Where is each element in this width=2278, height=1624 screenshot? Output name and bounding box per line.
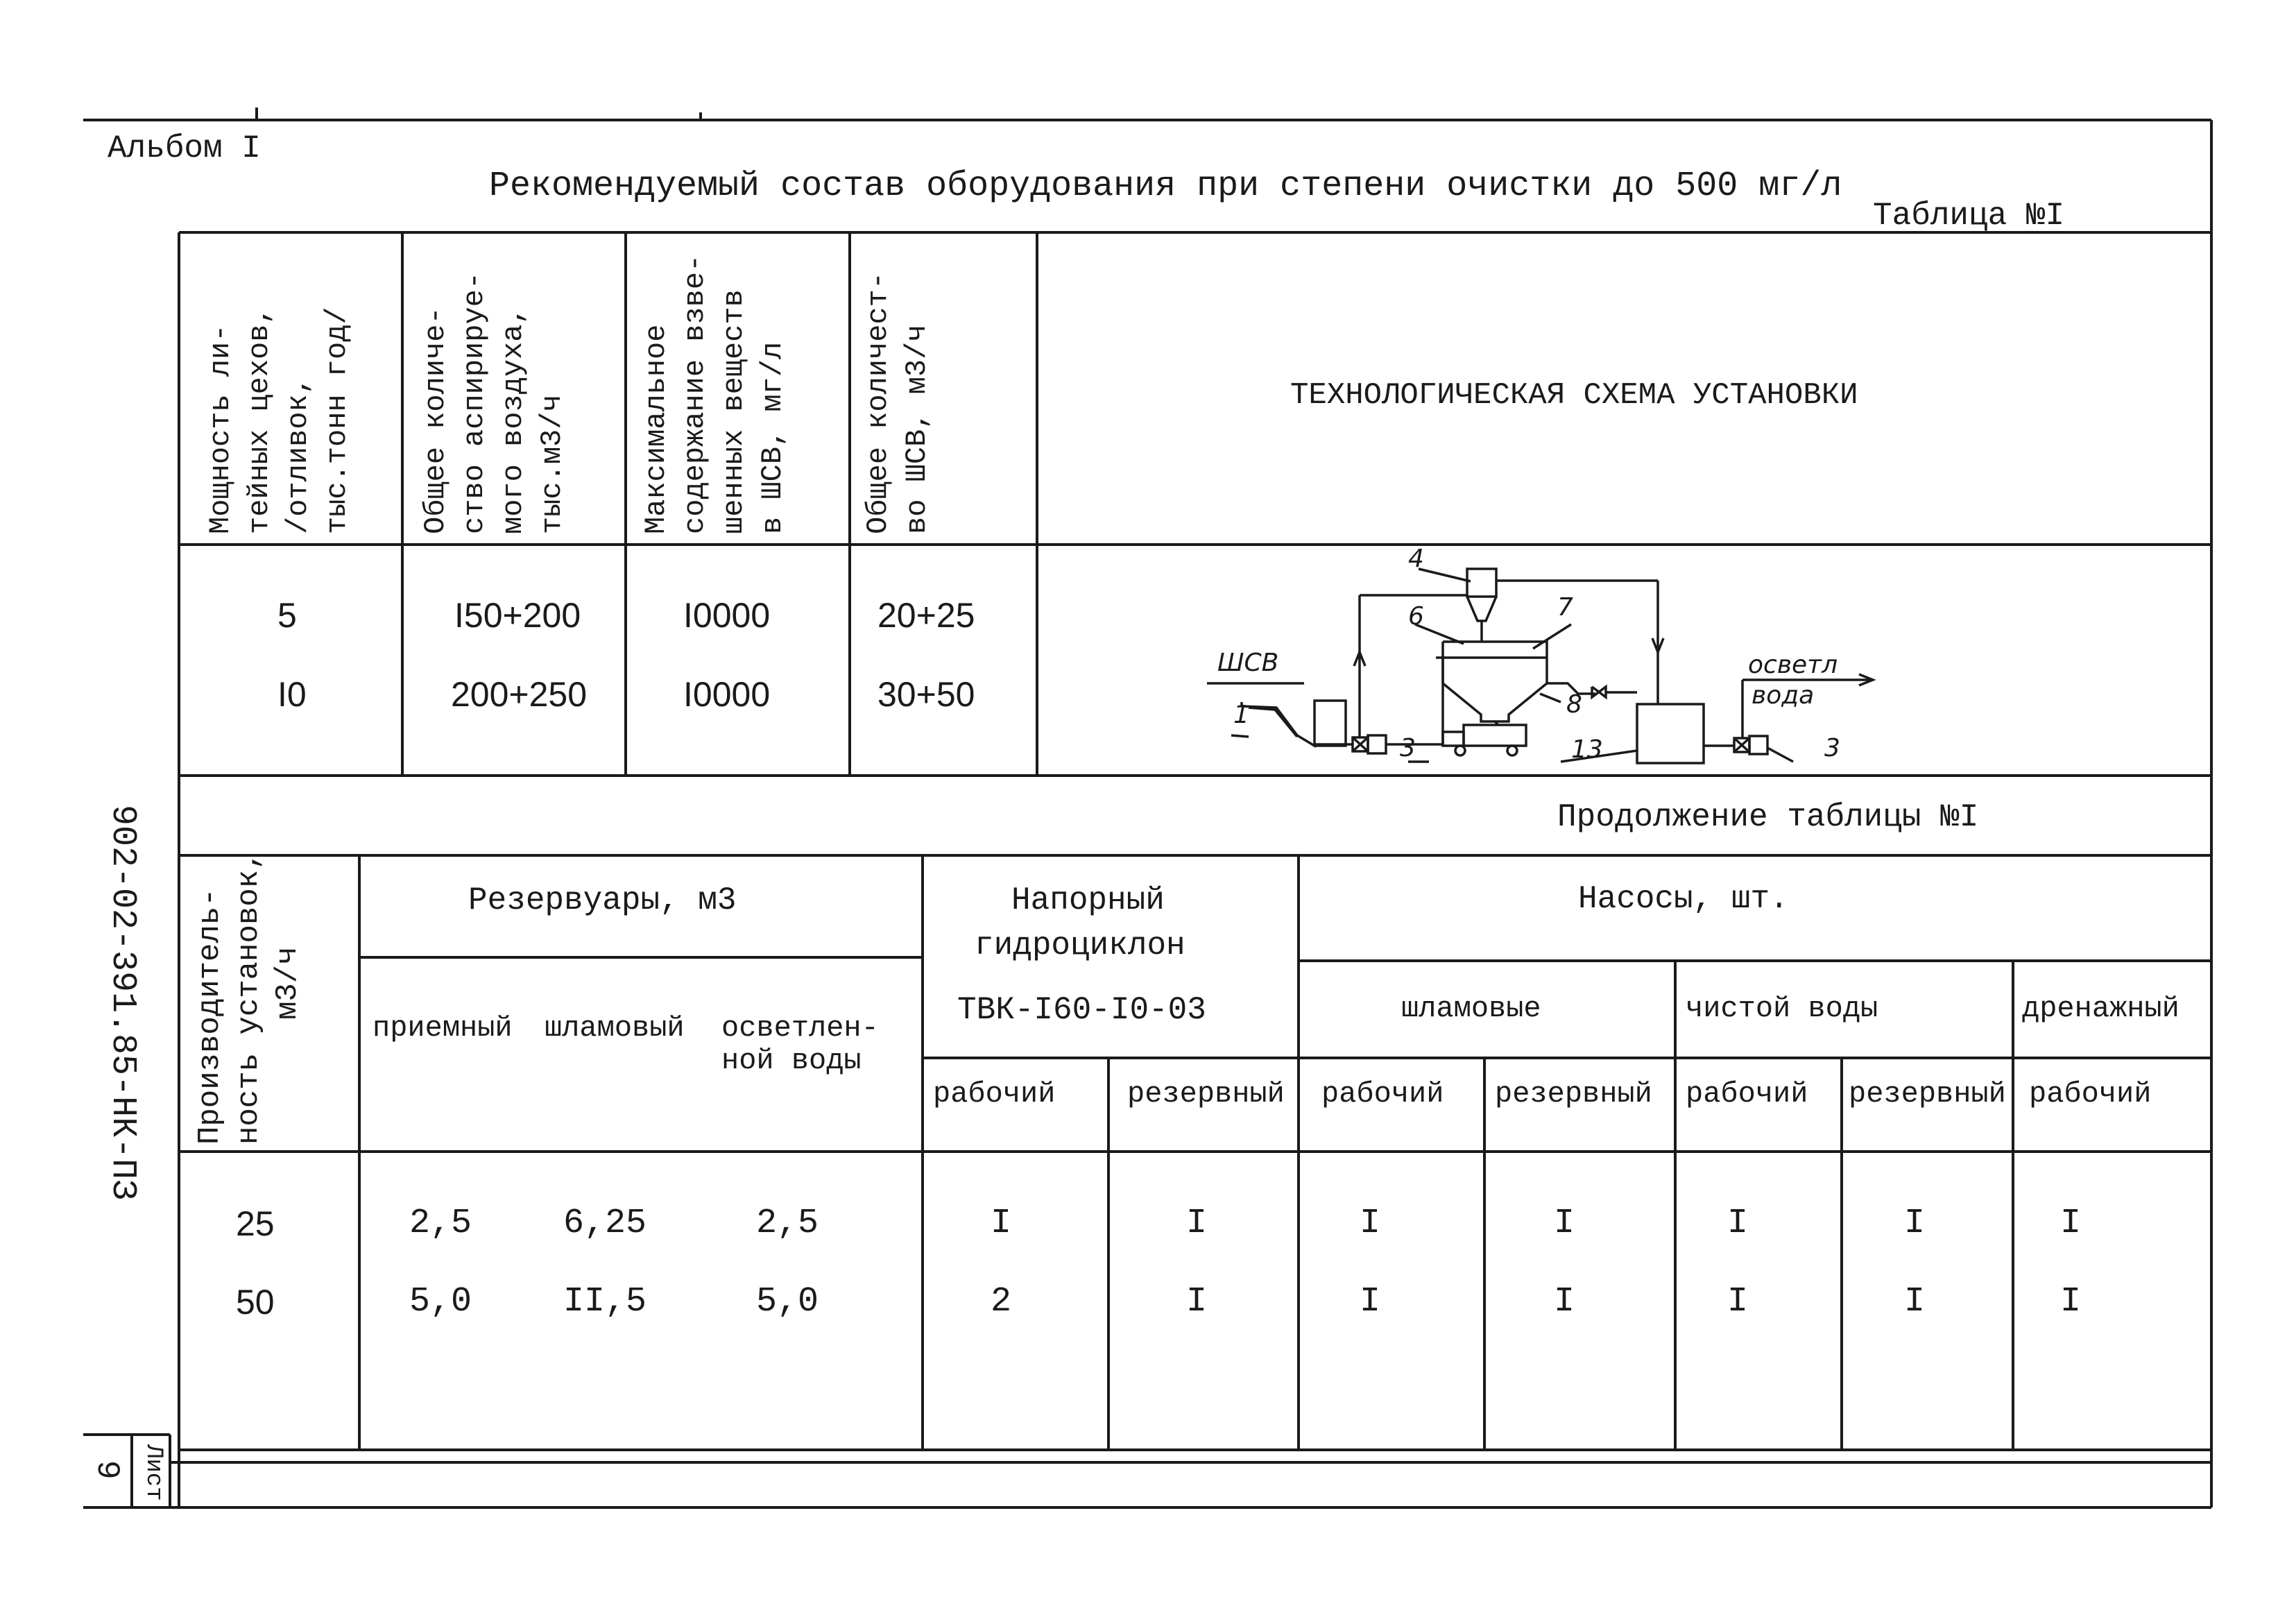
t2-pumps-slurry: шламовые — [1401, 992, 1541, 1025]
t2-r2-clean-work: I — [1727, 1282, 1749, 1322]
t2-r1-drain-work: I — [2060, 1204, 2082, 1243]
document-code: 902-02-391.85-НК-ПЗ — [103, 805, 142, 1201]
t1-header-capacity: Мощность ли- тейных цехов, /отливок, тыс.тонн год/ — [204, 307, 354, 534]
t2-res-clarified-2: ной воды — [721, 1044, 862, 1077]
t2-slurry-reserve: резервный — [1495, 1077, 1652, 1111]
scheme-num-1: 1 — [1233, 701, 1249, 729]
sheet-label: Лист — [140, 1444, 166, 1501]
t2-pumps-drain: дренажный — [2022, 992, 2179, 1025]
t2-hydro-model: ТВК-I60-I0-03 — [957, 992, 1206, 1028]
t1-r2-water: 30+50 — [877, 675, 975, 714]
t2-r2-clean-reserve: I — [1904, 1282, 1926, 1322]
t1-r1-solids: I0000 — [683, 596, 771, 635]
table-label: Таблица №I — [1873, 198, 2065, 234]
t2-r1-clean-reserve: I — [1904, 1204, 1926, 1243]
t2-clean-reserve: резервный — [1849, 1077, 2006, 1111]
t2-header-pumps: Насосы, шт. — [1578, 881, 1789, 917]
t2-header-hydrocyclone-2: гидроциклон — [975, 928, 1185, 964]
t1-header-air-volume: Общее количе- ство аспирируе- мого воздуха, тыс.м3/ч — [419, 271, 569, 534]
scheme-outlet-label-1: осветл — [1748, 651, 1838, 679]
scheme-num-8: 8 — [1566, 690, 1582, 719]
t1-header-water-volume: Общее количест- во ШСВ, м3/ч — [862, 271, 934, 534]
t2-r2-slurry: II,5 — [563, 1282, 647, 1322]
continuation-label: Продолжение таблицы №I — [1557, 799, 1979, 835]
t2-r1-hydro-reserve: I — [1186, 1204, 1208, 1243]
t2-header-hydrocyclone-1: Напорный — [1011, 882, 1165, 918]
t2-res-receiving: приемный — [372, 1011, 513, 1045]
t2-r2-productivity: 50 — [236, 1283, 275, 1322]
t1-r2-capacity: I0 — [277, 675, 307, 714]
scheme-num-7: 7 — [1557, 593, 1573, 622]
scheme-num-3a: 3 — [1400, 734, 1416, 762]
sheet-number: 9 — [89, 1460, 125, 1480]
t2-pumps-clean: чистой воды — [1686, 992, 1878, 1025]
t2-r1-clarified: 2,5 — [756, 1204, 819, 1243]
t2-hydro-work: рабочий — [933, 1077, 1056, 1111]
t2-r1-slurry: 6,25 — [563, 1204, 647, 1243]
scheme-inlet-label: ШСВ — [1217, 649, 1279, 677]
scheme-num-13: 13 — [1571, 735, 1603, 764]
t2-hydro-reserve: резервный — [1127, 1077, 1285, 1111]
t2-r1-slurry-work: I — [1360, 1204, 1381, 1243]
t2-slurry-work: рабочий — [1321, 1077, 1444, 1111]
t2-header-productivity: Производитель- ность установок, м3/ч — [193, 851, 305, 1145]
t2-header-reservoirs: Резервуары, м3 — [468, 882, 737, 918]
scheme-num-6: 6 — [1408, 602, 1424, 631]
t2-r1-slurry-reserve: I — [1554, 1204, 1575, 1243]
t2-drain-work: рабочий — [2029, 1077, 2152, 1111]
t2-r2-clarified: 5,0 — [756, 1282, 819, 1322]
t1-header-suspended-solids: Максимальное содержание взве- шенных веществ в ШСВ, мг/л — [640, 254, 789, 534]
t2-r1-hydro-work: I — [991, 1204, 1012, 1243]
scheme-outlet-label-2: вода — [1752, 681, 1815, 710]
scheme-title: ТЕХНОЛОГИЧЕСКАЯ СХЕМА УСТАНОВКИ — [1290, 378, 1858, 413]
scheme-num-3b: 3 — [1824, 734, 1840, 762]
t2-res-slurry: шламовый — [545, 1011, 685, 1045]
t2-r2-receiving: 5,0 — [409, 1282, 472, 1322]
scheme-num-4: 4 — [1408, 545, 1424, 573]
t1-r2-solids: I0000 — [683, 675, 771, 714]
t2-r2-hydro-work: 2 — [991, 1282, 1012, 1322]
t2-r2-hydro-reserve: I — [1186, 1282, 1208, 1322]
t2-r2-drain-work: I — [2060, 1282, 2082, 1322]
t1-r1-water: 20+25 — [877, 596, 975, 635]
t2-r2-slurry-work: I — [1360, 1282, 1381, 1322]
t1-r1-capacity: 5 — [277, 596, 297, 635]
t2-r1-clean-work: I — [1727, 1204, 1749, 1243]
t1-r1-air: I50+200 — [454, 596, 581, 635]
t1-r2-air: 200+250 — [451, 675, 588, 714]
t2-clean-work: рабочий — [1686, 1077, 1808, 1111]
t2-r1-receiving: 2,5 — [409, 1204, 472, 1243]
t2-r2-slurry-reserve: I — [1554, 1282, 1575, 1322]
album-label: Альбом I — [108, 130, 261, 166]
t2-res-clarified-1: осветлен- — [721, 1011, 879, 1045]
t2-r1-productivity: 25 — [236, 1204, 275, 1243]
page-title: Рекомендуемый состав оборудования при степени очистки до 500 мг/л — [489, 166, 1842, 206]
